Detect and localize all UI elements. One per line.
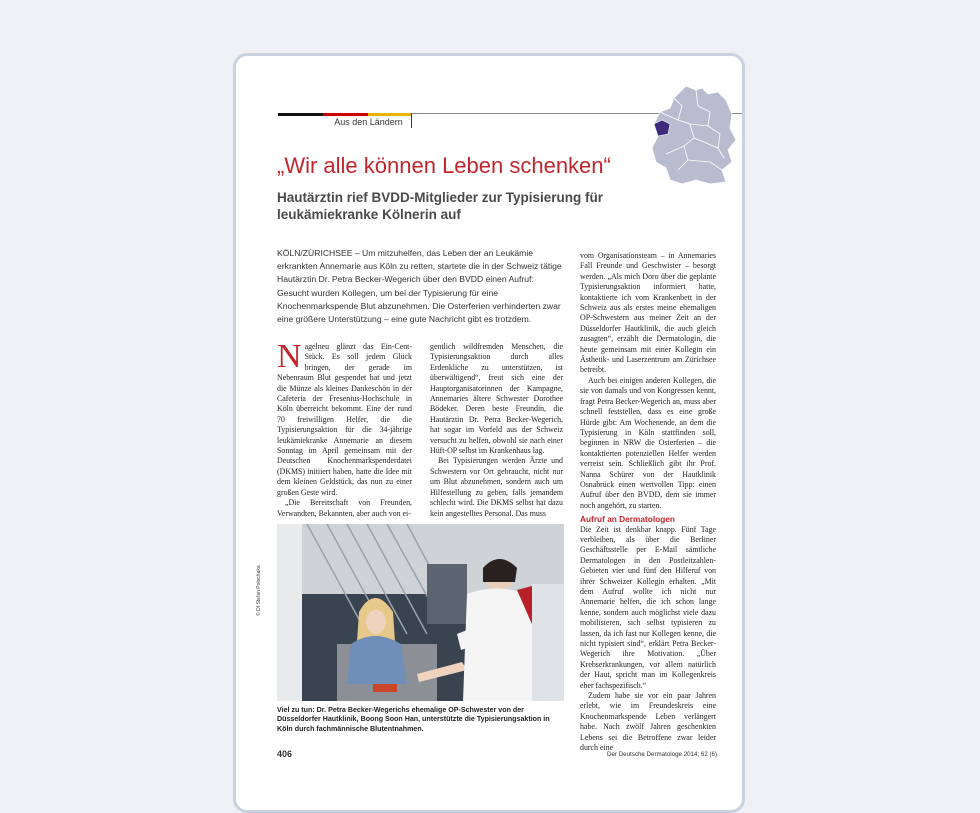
paragraph: vom Organisationsteam – in Annemaries Fall Freunde und Geschwister – besorgt werden. „Als mich Doro über die geplante Typisierungsaktion informiert hatte, kontaktierte ich vom Krankenbett in der Schweiz aus als erstes meine ehemaligen OP-Schwestern aus meiner Zeit an der Düsseldorfer Hautklinik, die auch gleich zusagten“, erzählt die Dermatologin, die heute gemeinsam mit einer Kollegin ein Ästhetik- und Laserzentrum am Zürichsee betreibt.	[580, 251, 716, 375]
article-subtitle: Hautärztin rief BVDD-Mitglieder zur Typisierung für leukämiekranke Kölnerin auf	[277, 190, 604, 222]
column-3	[580, 251, 716, 754]
column-2	[430, 342, 563, 519]
magazine-page	[233, 53, 745, 813]
photo-illustration	[277, 524, 564, 701]
paragraph: Bei Typisierungen werden Ärzte und Schwestern vor Ort gebraucht, nicht nur um Blut abzunehmen, sondern auch um Hilfestellung zu geben, falls jemandem schlecht wird. Die DKMS selbst hat dazu kein angestelltes Personal. Das muss	[430, 456, 563, 518]
photo-caption: Viel zu tun: Dr. Petra Becker-Wegerichs ehemalige OP-Schwester von der Düsseldorfer Hautklinik, Boong Soon Han, unterstützte die Typisierungsaktion in Köln durch fachmännische Blutentnahmen.	[277, 706, 550, 733]
article-title: „Wir alle können Leben schenken“	[277, 153, 611, 178]
article-photo	[277, 524, 564, 701]
photo-credit: © DI Stefan Potschaka	[256, 565, 262, 616]
article-lead: KÖLN/ZÜRICHSEE – Um mitzuhelfen, das Leben der an Leukämie erkrankten Annemarie aus Köln zu retten, startete die in der Schweiz tätige Hautärztin Dr. Petra Becker-Wegerich über den BVDD einen Aufruf: Gesucht wurden Kollegen, um bei der Typisierung für eine Knochenmarkspende Blut abzunehmen. Die Osterferien verhinderten zwar eine größere Unterstützung – eine gute Nachricht gibt es trotzdem.	[277, 248, 562, 325]
column-1	[277, 338, 412, 519]
subheading: Aufruf an Dermatologen	[580, 514, 675, 525]
paragraph: Zudem habe sie vor ein paar Jahren erlebt, wie im Freundeskreis eine Knochenmarkspende Leben verlängert habe. Nach zwölf Jahren geschenkten Lebens sei die Betroffene zwar leider durch eine	[580, 691, 716, 753]
paragraph: Auch bei einigen anderen Kollegen, die sie von damals und von Kongressen kennt, fragt Petra Becker-Wegerich an, muss aber schnell feststellen, dass es eine große Hürde gibt: Am Wochenende, an dem die Typisierung in Köln stattfinden soll, beginnen in NRW die Osterferien – die kontaktierten potenziellen Helfer werden verreist sein. Schließlich gibt ihr Prof. Nanna Schürer von der Hautklinik Osnabrück einen wertvollen Tipp: einen Aufruf über den BVDD, dem sie immer noch angehört, zu starten.	[580, 375, 716, 510]
paragraph: agelneu glänzt das Ein-Cent-Stück. Es soll jedem Glück bringen, der gerade im Nebenraum Blut gespendet hat und jetzt die Münze als kleines Dankeschön in der Cafeteria der Fresenius-Hochschule in Köln überreicht bekommt. Eine der rund 70 freiwilligen Helfer, die die Typisierungsaktion für die 34-jährige leukämiekranke Annemarie an diesem Sonntag im April gemeinsam mit der Deutschen Knochenmarkspenderdatei (DKMS) initiiert haben, hatte die Idee mit dem kleinen Geldstück, das nun zu einer großen Geste wird.	[277, 342, 412, 497]
page-number: 406	[277, 749, 293, 759]
paragraph: gentlich wildfremden Menschen, die Typisierungsaktion durch alles Erdenkliche zu unterstützen, ist überwältigend“, freut sich eine der Hauptorganisatorinnen der Kampagne, Annemaries ältere Schwester Dorothee Bödeker. Deren beste Freundin, die Hautärztin Dr. Petra Becker-Wegerich, hat sogar im Vorfeld aus der Schweiz versucht zu helfen, obwohl sie nach einer Hüft-OP selbst im Krankenhaus lag.	[430, 342, 563, 456]
paragraph: „Die Bereitschaft von Freunden, Verwandten, Bekannten, aber auch von ei-	[277, 498, 412, 518]
section-label: Aus den Ländern	[326, 113, 412, 128]
drop-cap: N	[277, 338, 302, 375]
journal-citation: Der Deutsche Dermatologe 2014; 62 (6)	[607, 751, 718, 758]
paragraph: Die Zeit ist denkbar knapp. Fünf Tage verbleiben, als über die Berliner Geschäftsstelle per E-Mail sämtliche Dermatologen in den Postleitzahlen-Gebieten vier und fünf den Hilferuf von ihrer Schweizer Kollegin erhalten. „Mit dem Aufruf wollte ich nicht nur Annemarie helfen, die ich schon lange kenne, sondern auch möglichst viele dazu mobilisieren, sich selbst typisieren zu lassen, da ich fast nur Kollegen kenne, die nicht typisiert sind“, erklärt Petra Becker-Wegerich ihre Motivation. „Über Krebserkrankungen, vor allem natürlich der Haut, spricht man im Kollegenkreis eher fachspezifisch.“	[580, 524, 716, 690]
